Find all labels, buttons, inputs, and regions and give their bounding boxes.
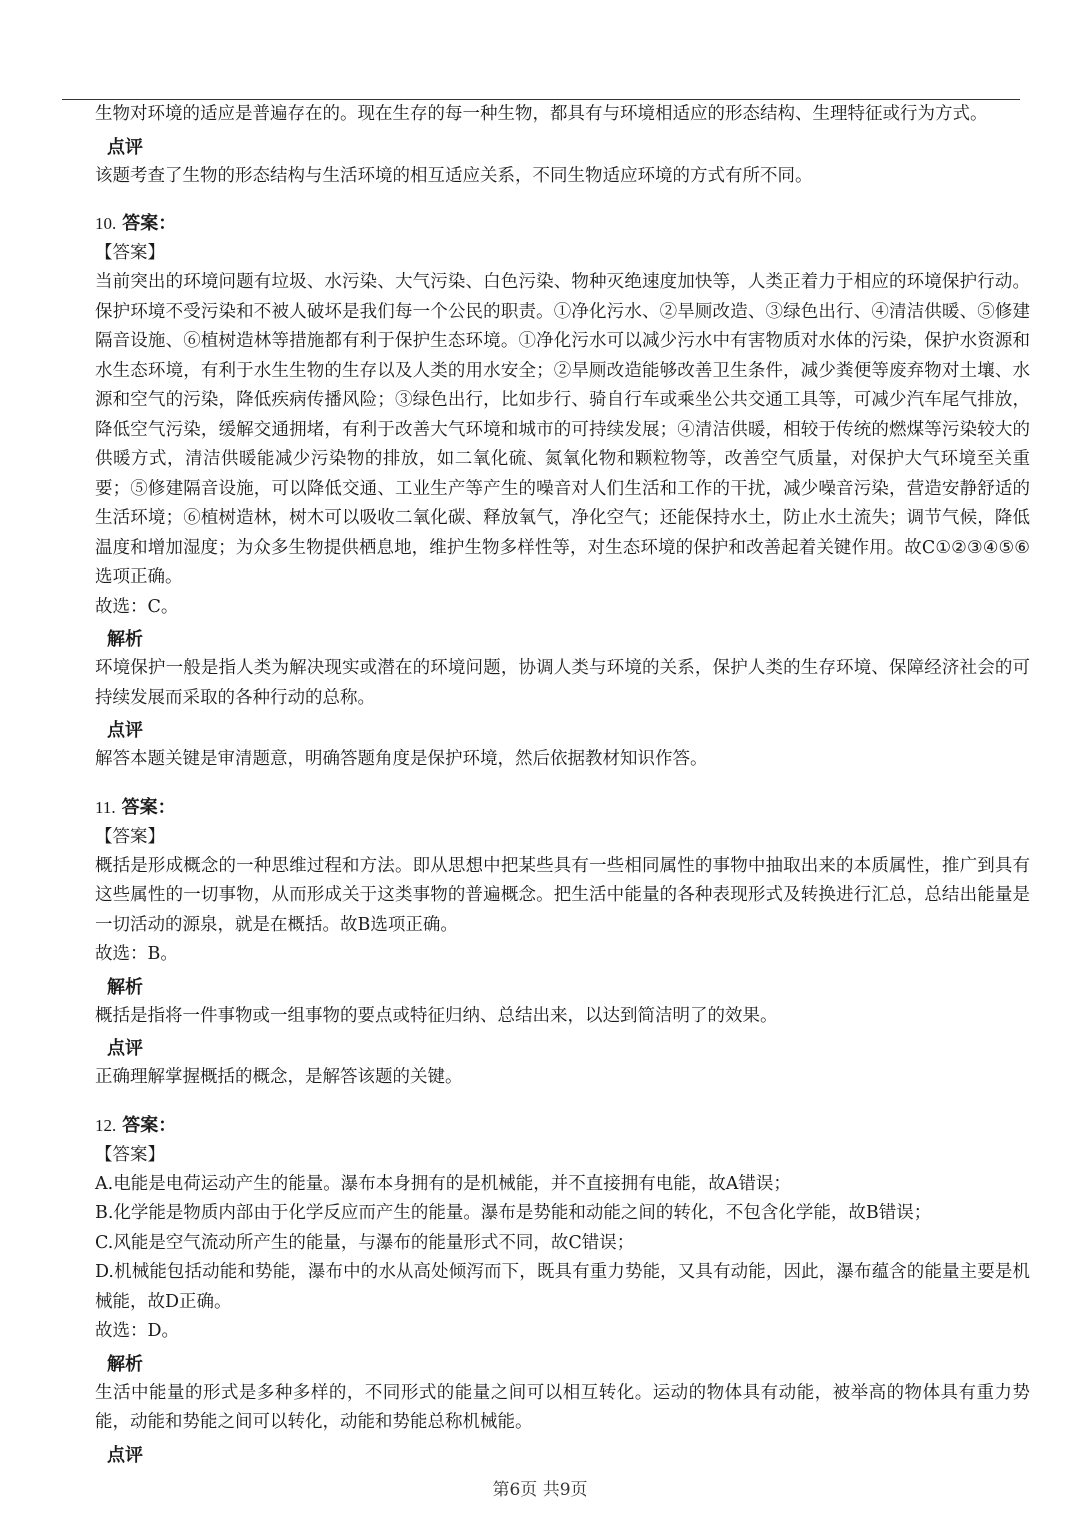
q10-comment: 解答本题关键是审清题意，明确答题角度是保护环境，然后依据教材知识作答。 xyxy=(95,749,708,769)
intro-comment: 该题考查了生物的形态结构与生活环境的相互适应关系，不同生物适应环境的方式有所不同。 xyxy=(95,165,813,186)
q11-answer-label: 【答案】 xyxy=(95,826,165,847)
q12-option-b: B.化学能是物质内部由于化学反应而产生的能量。瀑布是势能和动能之间的转化，不包含化学能，故B错误； xyxy=(95,1203,932,1223)
q12-analysis: 生活中能量的形式是多种多样的，不同形式的能量之间可以相互转化。运动的物体具有动能，被举高的物体具有重力势能，动能和势能之间可以转化，动能和势能总称机械能。 xyxy=(95,1382,1030,1432)
intro-text: 生物对环境的适应是普遍存在的。现在生存的每一种生物，都具有与环境相适应的形态结构、生理特征或行为方式。 xyxy=(95,104,988,124)
q10-answer-label: 【答案】 xyxy=(95,243,165,263)
document-body xyxy=(95,100,1030,1470)
q12-heading xyxy=(95,1111,1030,1141)
q10-analysis: 环境保护一般是指人类为解决现实或潜在的环境问题，协调人类与环境的关系，保护人类的生存环境、保障经济社会的可持续发展而采取的各种行动的总称。 xyxy=(95,658,1030,708)
q10-heading xyxy=(95,209,1030,239)
q12-option-d: D.机械能包括动能和势能，瀑布中的水从高处倾泻而下，既具有重力势能，又具有动能，因此，瀑布蕴含的能量主要是机械能，故D正确。 xyxy=(95,1262,1030,1312)
q11-title: 答案： xyxy=(121,796,176,818)
q12-answer-label: 【答案】 xyxy=(95,1144,165,1165)
q12-analysis-label: 解析 xyxy=(107,1353,143,1375)
q10-analysis-label: 解析 xyxy=(107,629,143,650)
q10-title: 答案： xyxy=(122,213,177,234)
q11-number: 11. xyxy=(95,797,116,817)
q11-analysis-label: 解析 xyxy=(107,976,143,998)
intro-comment-label: 点评 xyxy=(107,136,143,158)
q12-comment-label: 点评 xyxy=(107,1444,143,1466)
q11-answer: 概括是形成概念的一种思维过程和方法。即从思想中把某些具有一些相同属性的事物中抽取出来的本质属性，推广到具有这些属性的一切事物，从而形成关于这类事物的普遍概念。把生活中能量的各种表现形式及转换进行汇总，总结出能量是一切活动的源泉，就是在概括。故B选项正确。 xyxy=(95,855,1030,935)
q11-choice: 故选：B。 xyxy=(95,944,178,964)
q10-answer: 当前突出的环境问题有垃圾、水污染、大气污染、白色污染、物种灭绝速度加快等，人类正着力于相应的环境保护行动。保护环境不受污染和不被人破坏是我们每一个公民的职责。①净化污水、②旱厕改造、③绿色出行、④清洁供暖、⑤修建隔音设施、⑥植树造林等措施都有利于保护生态环境。①净化污水可以减少污水中有害物质对水体的污染，保护水资源和水生态环境，有利于水生生物的生存以及人类的用水安全；②旱厕改造能够改善卫生条件，减少粪便等废弃物对土壤、水源和空气的污染，降低疾病传播风险；③绿色出行，比如步行、骑自行车或乘坐公共交通工具等，可减少汽车尾气排放，降低空气污染，缓解交通拥堵，有利于改善大气环境和城市的可持续发展；④清洁供暖，相较于传统的燃煤等污染较大的供暖方式，清洁供暖能减少污染物的排放，如二氧化硫、氮氧化物和颗粒物等，改善空气质量，对保护大气环境至关重要；⑤修建隔音设施，可以降低交通、工业生产等产生的噪音对人们生活和工作的干扰，减少噪音污染，营造安静舒适的生活环境；⑥植树造林，树木可以吸收二氧化碳、释放氧气，净化空气；还能保持水土，防止水土流失；调节气候，降低温度和增加湿度；为众多生物提供栖息地，维护生物多样性等，对生态环境的保护和改善起着关键作用。故C①②③④⑤⑥选项正确。 xyxy=(95,272,1030,587)
q12-number: 12. xyxy=(95,1115,117,1135)
q11-comment: 正确理解掌握概括的概念，是解答该题的关键。 xyxy=(95,1067,463,1087)
q12-choice: 故选：D。 xyxy=(95,1321,180,1341)
q10-comment-label: 点评 xyxy=(107,720,143,741)
q12-option-a: A.电能是电荷运动产生的能量。瀑布本身拥有的是机械能，并不直接拥有电能，故A错误； xyxy=(95,1173,791,1194)
q10-choice: 故选：C。 xyxy=(95,596,179,617)
q11-heading xyxy=(95,793,1030,823)
q11-analysis: 概括是指将一件事物或一组事物的要点或特征归纳、总结出来，以达到简洁明了的效果。 xyxy=(95,1005,778,1026)
q11-comment-label: 点评 xyxy=(107,1038,143,1059)
q12-option-c: C.风能是空气流动所产生的能量，与瀑布的能量形式不同，故C错误； xyxy=(95,1232,635,1253)
q10-number: 10. xyxy=(95,214,117,233)
page-number: 第6页 共9页 xyxy=(492,1480,588,1500)
q12-title: 答案： xyxy=(122,1114,177,1136)
